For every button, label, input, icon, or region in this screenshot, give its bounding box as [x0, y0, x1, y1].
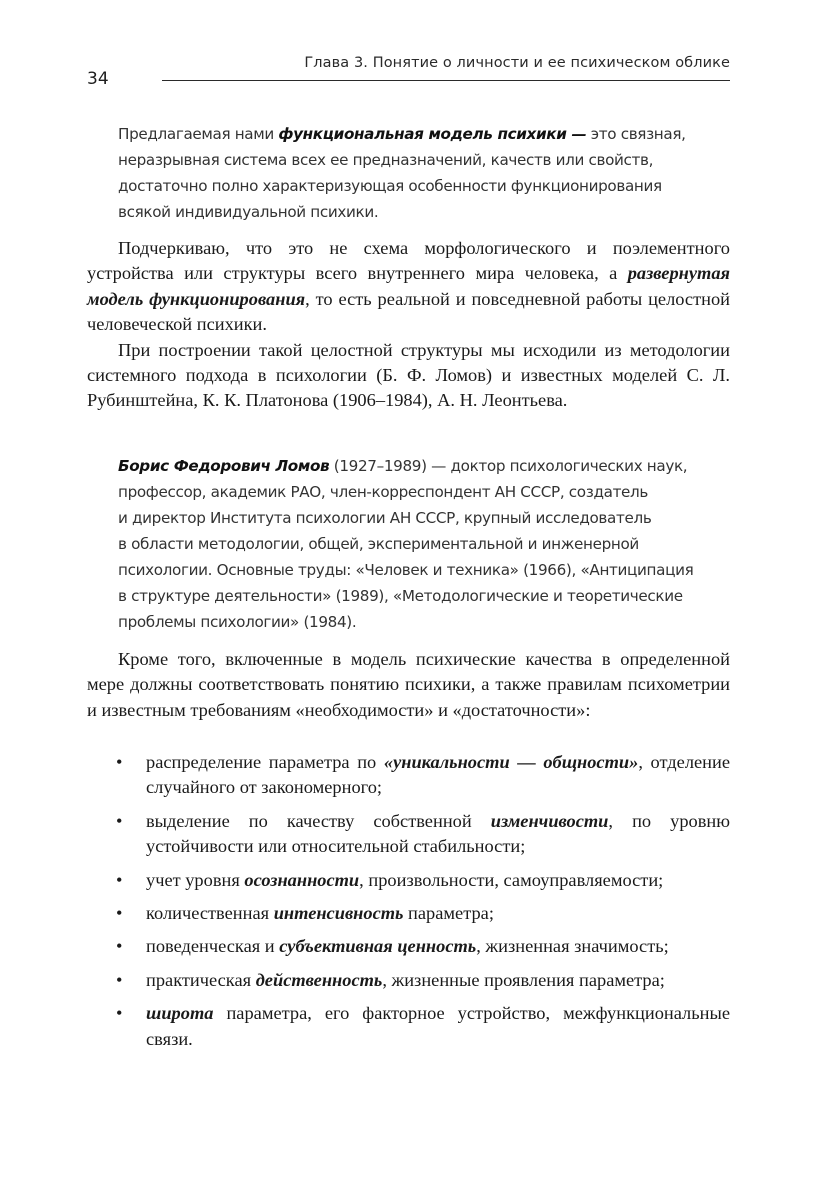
bullet-icon: •: [116, 936, 123, 957]
emphasis: осознанности: [244, 869, 360, 890]
bullet-icon: •: [116, 869, 123, 890]
header-rule: [162, 80, 730, 81]
emphasis: развернутая модель функционирования: [87, 263, 730, 309]
main-text-1: [87, 236, 730, 414]
main-text-2: [87, 647, 730, 723]
bio-line: и директор Института психологии АН СССР, крупный исследователь: [118, 509, 652, 527]
list-item: • учет уровня осознанности, произвольности, самоуправляемости;: [87, 868, 730, 893]
list-item: • широта параметра, его факторное устройство, межфункциональные связи.: [116, 1003, 730, 1049]
definition-term: функциональная модель психики —: [278, 125, 587, 143]
paragraph: При построении такой целостной структуры мы исходили из методологии системного подхода в психологии (Б. Ф. Ломов) и известных моделей С. Л. Рубинштейна, К. К. Платонова (1906–1984), А. Н. Леонтьева.: [87, 339, 730, 411]
page-header: [87, 52, 730, 88]
emphasis: интенсивность: [273, 903, 404, 924]
emphasis: «уникальности — общности»: [383, 752, 639, 772]
definition-line: неразрывная система всех ее предназначений, качеств или свойств,: [118, 151, 654, 169]
list-item: • количественная интенсивность параметра;: [87, 901, 730, 926]
emphasis: субъективная ценность: [279, 936, 477, 957]
bullet-icon: •: [116, 903, 123, 924]
bio-line: в области методологии, общей, экспериментальной и инженерной: [118, 535, 639, 553]
running-head: Глава 3. Понятие о личности и ее психическом облике: [304, 55, 730, 71]
definition-line: всякой индивидуальной психики.: [118, 203, 379, 221]
emphasis: изменчивости: [490, 810, 609, 831]
bio-name: Борис Федорович Ломов: [118, 457, 330, 475]
paragraph: Подчеркиваю, что это не схема морфологического и поэлементного устройства или структуры всего внутреннего мира человека, а развернутая модель функционирования, то есть реальной и повседневной работы целостной человеческой психики.: [87, 238, 730, 335]
list-item: • поведенческая и субъективная ценность, жизненная значимость;: [87, 934, 730, 959]
biography-box: [118, 453, 730, 635]
bullet-icon: •: [116, 752, 123, 772]
bio-line: профессор, академик РАО, член-корреспондент АН СССР, создатель: [118, 483, 649, 501]
criteria-list: [87, 750, 730, 1060]
bio-line: в структуре деятельности» (1989), «Методологические и теоретические: [118, 587, 683, 605]
bullet-icon: •: [116, 810, 123, 831]
bullet-icon: •: [116, 969, 123, 990]
definition-line: достаточно полно характеризующая особенности функционирования: [118, 177, 662, 195]
list-item: • выделение по качеству собственной изменчивости, по уровню устойчивости или относительной стабильности;: [116, 810, 730, 857]
page-number: 34: [87, 69, 109, 89]
paragraph: Кроме того, включенные в модель психические качества в определенной мере должны соответствовать понятию психики, а также правилам психометрии и известным требованиям «необходимости» и «достаточности»:: [87, 649, 730, 720]
list-item: • распределение параметра по «уникальности — общности», отделение случайного от закономерного;: [116, 752, 731, 798]
emphasis: широта: [146, 1003, 214, 1024]
bio-line: Борис Федорович Ломов (1927–1989) — доктор психологических наук,: [118, 457, 688, 475]
list-item: • практическая действенность, жизненные проявления параметра;: [87, 968, 730, 993]
definition-line: Предлагаемая нами функциональная модель психики — это связная,: [118, 125, 686, 143]
bullet-icon: •: [116, 1003, 123, 1024]
bio-line: проблемы психологии» (1984).: [118, 613, 357, 631]
definition-box: [118, 121, 730, 225]
emphasis: действенность: [255, 969, 383, 990]
bio-line: психологии. Основные труды: «Человек и техника» (1966), «Антиципация: [118, 561, 694, 579]
